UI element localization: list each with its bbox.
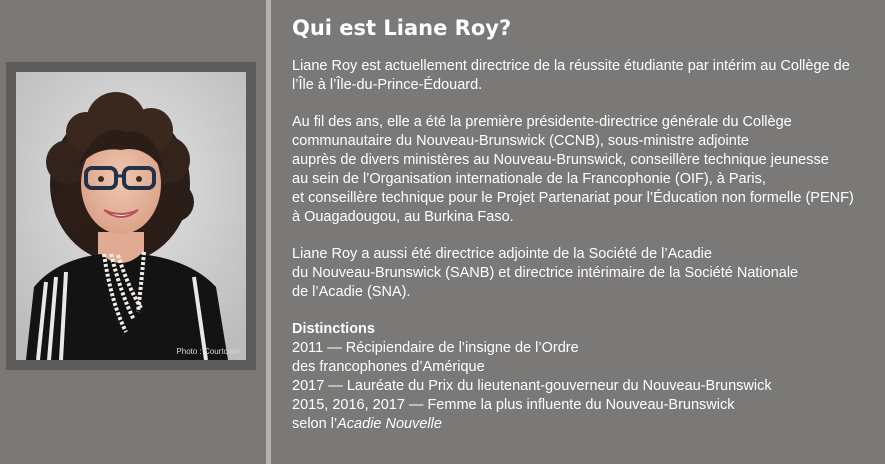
distinction-line: 2015, 2016, 2017 — Femme la plus influente du Nouveau-Brunswick: [292, 397, 735, 413]
distinction-prefix: selon l’: [292, 416, 338, 432]
portrait-illustration: [16, 72, 246, 360]
text-line: Au fil des ans, elle a été la première présidente-directrice générale du Collège: [292, 114, 792, 130]
page-title: Qui est Liane Roy?: [292, 16, 512, 40]
vertical-divider: [266, 0, 271, 464]
publication-name: Acadie Nouvelle: [337, 416, 442, 432]
distinction-line: 2011 — Récipiendaire de l’insigne de l’Ordre: [292, 340, 579, 356]
text-line: communautaire du Nouveau-Brunswick (CCNB), sous-ministre adjointe: [292, 133, 749, 149]
portrait-photo: [16, 72, 246, 360]
distinctions-section: [292, 320, 872, 434]
text-line: Liane Roy a aussi été directrice adjointe de la Société de l’Acadie: [292, 246, 712, 262]
text-line: au sein de l’Organisation internationale de la Francophonie (OIF), à Paris,: [292, 171, 766, 187]
text-line: l’Île à l’Île-du-Prince-Édouard.: [292, 77, 483, 93]
distinction-line-last: [292, 415, 872, 434]
text-line: auprès de divers ministères au Nouveau-Brunswick, conseillère technique jeunesse: [292, 152, 829, 168]
text-line: de l’Acadie (SNA).: [292, 284, 411, 300]
distinction-line: des francophones d’Amérique: [292, 359, 485, 375]
text-line: Liane Roy est actuellement directrice de la réussite étudiante par intérim au Collège de: [292, 58, 850, 74]
text-line: et conseillère technique pour le Projet Partenariat pour l’Éducation non formelle (PENF): [292, 190, 854, 206]
text-line: à Ouagadougou, au Burkina Faso.: [292, 209, 514, 225]
distinctions-heading: Distinctions: [292, 321, 375, 337]
bio-paragraph-1: [292, 57, 872, 95]
text-line: du Nouveau-Brunswick (SANB) et directrice intérimaire de la Société Nationale: [292, 265, 799, 281]
bio-content: [292, 14, 872, 434]
portrait-frame: [6, 62, 256, 370]
bio-paragraph-2: [292, 113, 872, 227]
distinction-line: 2017 — Lauréate du Prix du lieutenant-gouverneur du Nouveau-Brunswick: [292, 378, 772, 394]
bio-paragraph-3: [292, 245, 872, 302]
photo-credit: Photo : Courtoisie: [176, 347, 240, 356]
